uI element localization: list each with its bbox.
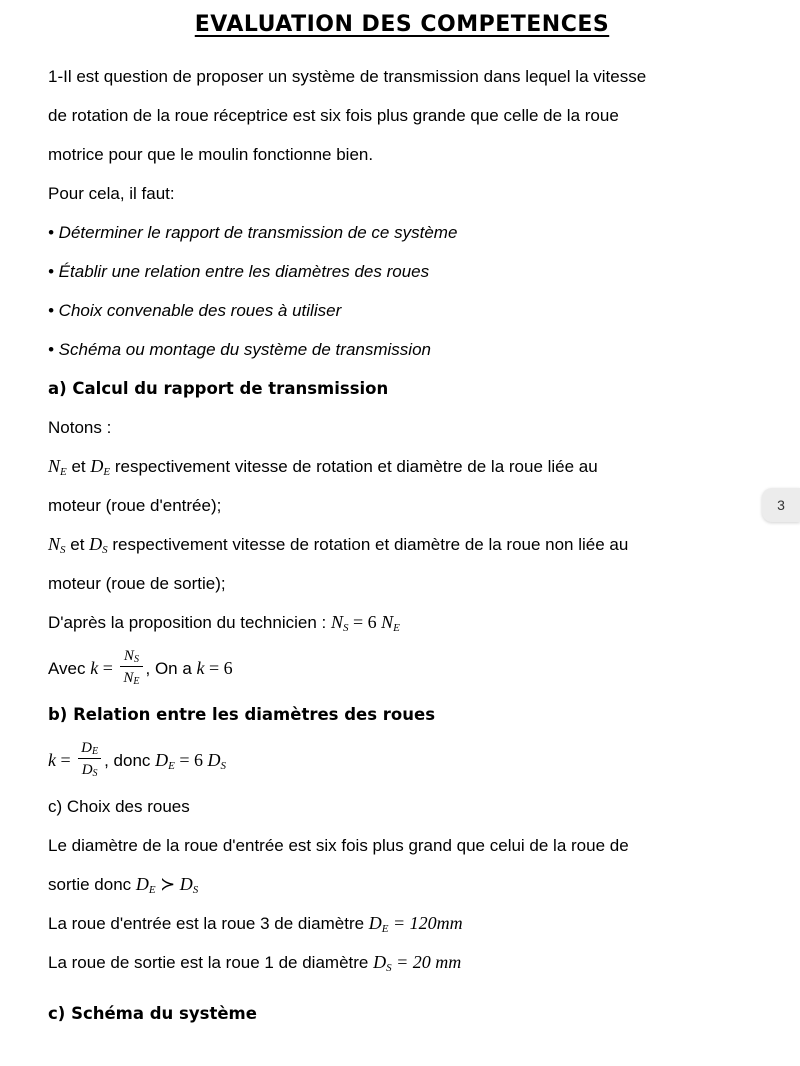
math-var-NE: $N_E$ [48, 456, 67, 478]
math-succ-symbol: ≻ [155, 874, 180, 894]
page-number-badge: 3 [762, 488, 800, 522]
bullet-item: • Choix convenable des roues à utiliser [48, 301, 342, 320]
intro-line-2: de rotation de la roue réceptrice est six fois plus grande que celle de la roue [48, 106, 619, 125]
math-var-DS: $D_S$ [207, 750, 227, 772]
math-equals-6: = 6 [348, 612, 382, 632]
heading-a: a) Calcul du rapport de transmission [48, 379, 389, 398]
math-var-DS: $D_S$ [89, 534, 108, 556]
pour-cela-line: Pour cela, il faut: [48, 184, 175, 203]
fraction-NS-NE [120, 646, 142, 687]
math-var-NE: $N_E$ [381, 612, 400, 634]
math-var-DE: $D_E$ [81, 740, 99, 758]
page-title: EVALUATION DES COMPETENCES [194, 12, 610, 37]
math-var-NE: $N_E$ [123, 670, 140, 688]
math-var-DE: $D_E$ [135, 874, 156, 896]
math-var-DS: $D_S$ [373, 952, 392, 974]
notation-entree-line-2: moteur (roue d'entrée); [48, 496, 222, 515]
math-var-k: k [90, 658, 99, 678]
math-equals: = [56, 750, 76, 770]
bullet-item: • Schéma ou montage du système de transmission [48, 340, 431, 359]
diametre-line-2: sortie donc $D_E$ ≻ $D_S$ [48, 874, 199, 896]
roue-sortie-line: La roue de sortie est la roue 1 de diamètre $D_S = 20$ mm [48, 952, 462, 974]
math-var-NS: $N_S$ [123, 648, 139, 666]
notation-sortie-line-2: moteur (roue de sortie); [48, 574, 226, 593]
notation-entree-line-1: $N_E$ et $D_E$ respectivement vitesse de rotation et diamètre de la roue liée au [48, 456, 598, 478]
math-value-20mm: = 20 mm [391, 952, 462, 972]
math-equals-6: = 6 [204, 658, 233, 678]
notons-line: Notons : [48, 418, 112, 437]
math-var-DS: $D_S$ [81, 762, 98, 780]
heading-c-choix: c) Choix des roues [48, 797, 190, 816]
formule-b-line: k = $\frac{D_E}{D_S}$ , donc $D_E = 6$ $D_S$ [48, 740, 227, 780]
dapres-line: D'après la proposition du technicien : $N_S = 6$ $N_E$ [48, 612, 400, 634]
math-value-120mm: = 120mm [388, 913, 463, 933]
avec-formula-line: Avec k = $\frac{N_S}{N_E}$ , On a k = 6 [48, 648, 233, 688]
math-var-NS: $N_S$ [48, 534, 66, 556]
heading-b: b) Relation entre les diamètres des roues [48, 705, 436, 724]
math-equals-6: = 6 [174, 750, 208, 770]
math-var-DE: $D_E$ [368, 913, 389, 935]
math-equals: = [98, 658, 118, 678]
diametre-line-1: Le diamètre de la roue d'entrée est six fois plus grand que celui de la roue de [48, 836, 629, 855]
math-var-DE: $D_E$ [155, 750, 175, 772]
roue-entree-line: La roue d'entrée est la roue 3 de diamètre $D_E = 120mm$ [48, 913, 463, 935]
math-var-DS: $D_S$ [179, 874, 199, 896]
notation-sortie-line-1: $N_S$ et $D_S$ respectivement vitesse de rotation et diamètre de la roue non liée au [48, 534, 629, 556]
math-var-NS: $N_S$ [330, 612, 349, 634]
fraction-DE-DS [78, 738, 101, 779]
intro-line-3: motrice pour que le moulin fonctionne bien. [48, 145, 374, 164]
math-var-k: k [48, 750, 56, 770]
math-var-DE: $D_E$ [90, 456, 111, 478]
heading-c-schema: c) Schéma du système [48, 1004, 257, 1023]
intro-line-1: 1-Il est question de proposer un système de transmission dans lequel la vitesse [48, 67, 647, 86]
bullet-item: • Établir une relation entre les diamètres des roues [48, 262, 430, 281]
math-var-k: k [196, 658, 205, 678]
bullet-item: • Déterminer le rapport de transmission de ce système [48, 223, 458, 242]
